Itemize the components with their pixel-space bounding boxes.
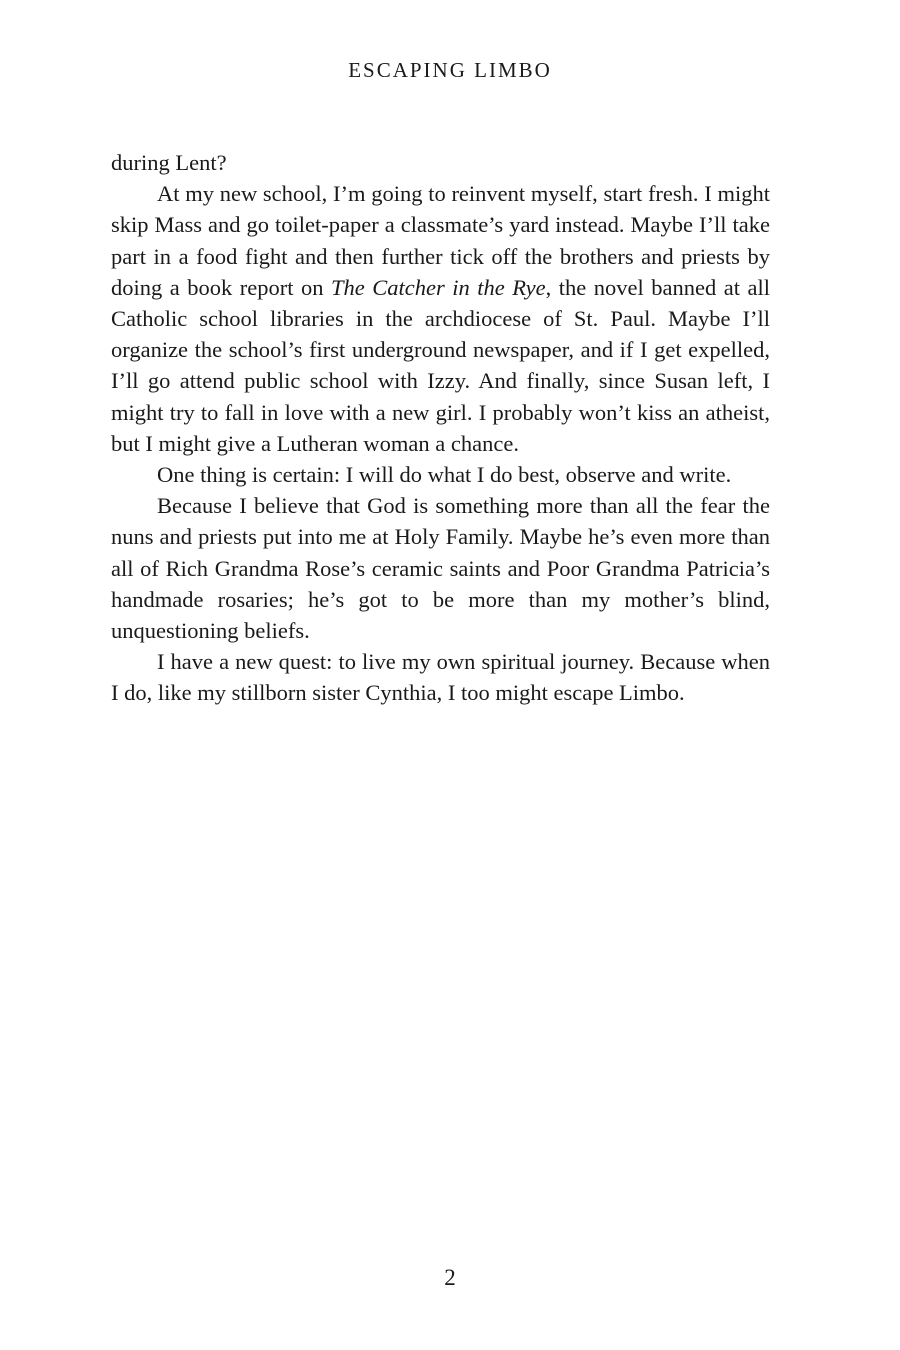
running-head: ESCAPING LIMBO (348, 58, 552, 82)
paragraph-2-before: At my new school, I’m going to reinvent myself, start fresh. I might skip Mass and go toilet-paper a classmate’s yard instead. Maybe I’ll take part in a food fight and then further tick off the brothers and priests by doing a book report on (111, 181, 770, 300)
paragraph-5: I have a new quest: to live my own spiritual journey. Because when I do, like my stillborn sister Cynthia, I too might escape Limbo. (111, 649, 770, 706)
paragraph-2-after: , the novel banned at all Catholic school libraries in the archdiocese of St. Paul. Maybe I’ll organize the school’s first underground newspaper, and if I get expelled, I’ll go attend public school with Izzy. And finally, since Susan left, I might try to fall in love with a new girl. I probably won’t kiss an atheist, but I might give a Lutheran woman a chance. (111, 274, 770, 456)
page-number: 2 (444, 1265, 456, 1290)
book-title: The Catcher in the Rye (331, 274, 546, 300)
paragraph-3: One thing is certain: I will do what I do best, observe and write. (157, 462, 732, 488)
body-text (111, 147, 770, 709)
paragraph-1: during Lent? (111, 150, 227, 175)
paragraph-2 (111, 178, 770, 459)
paragraph-4: Because I believe that God is something more than all the fear the nuns and priests put into me at Holy Family. Maybe he’s even more than all of Rich Grandma Rose’s ceramic saints and Poor Grandma Patricia’s handmade rosaries; he’s got to be more than my mother’s blind, unquestioning beliefs. (111, 493, 770, 644)
